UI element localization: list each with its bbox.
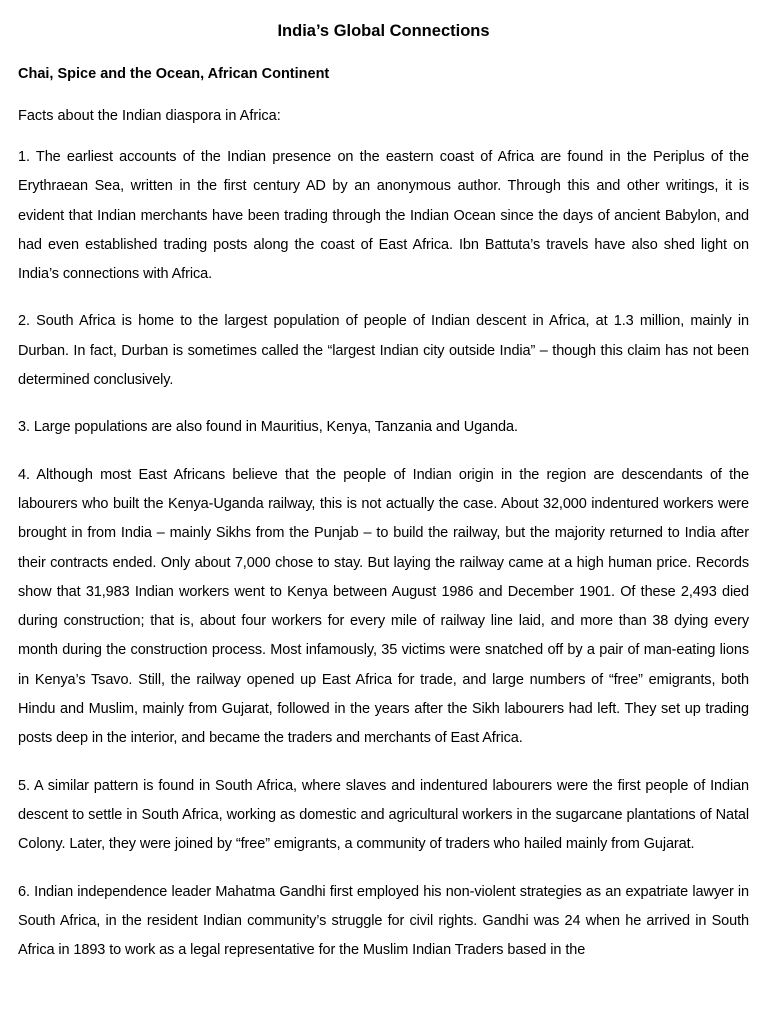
intro-text: Facts about the Indian diaspora in Africa:	[18, 108, 281, 124]
paragraph-1: 1. The earliest accounts of the Indian presence on the eastern coast of Africa are found in the Periplus of the Erythraean Sea, written in the first century AD by an anonymous author. Through this and other writings, it is evident that Indian merchants have been trading through the Indian Ocean since the days of ancient Babylon, and had even established trading posts along the coast of East Africa. Ibn Battuta’s travels have also shed light on India’s connections with Africa.	[18, 149, 749, 283]
paragraph-3: 3. Large populations are also found in Mauritius, Kenya, Tanzania and Uganda.	[18, 419, 518, 436]
paragraph-5: 5. A similar pattern is found in South Africa, where slaves and indentured labourers were the first people of Indian descent to settle in South Africa, working as domestic and agricultural workers in the sugarcane plantations of Natal Colony. Later, they were joined by “free” emigrants, a community of traders who hailed mainly from Gujarat.	[18, 777, 749, 853]
paragraph-2: 2. South Africa is home to the largest population of people of Indian descent in Africa, at 1.3 million, mainly in Durban. In fact, Durban is sometimes called the “largest Indian city outside India” – though this claim has not been determined conclusively.	[18, 313, 749, 389]
document-title: India’s Global Connections	[277, 22, 490, 40]
paragraph-4: 4. Although most East Africans believe that the people of Indian origin in the region are descendants of the labourers who built the Kenya-Uganda railway, this is not actually the case. About 32,000 indentured workers were brought in from India – mainly Sikhs from the Punjab – to build the railway, but the majority returned to India after their contracts ended. Only about 7,000 chose to stay. But laying the railway came at a high human price. Records show that 31,983 Indian workers went to Kenya between August 1986 and December 1901. Of these 2,493 died during construction; that is, about four workers for every mile of railway line laid, and more than 38 dying every month during the construction process. Most infamously, 35 victims were snatched off by a pair of man-eating lions in Kenya’s Tsavo. Still, the railway opened up East Africa for trade, and large numbers of “free” emigrants, both Hindu and Muslim, mainly from Gujarat, followed in the years after the Sikh labourers had left. They set up trading posts deep in the interior, and became the traders and merchants of East Africa.	[18, 466, 749, 747]
paragraph-6: 6. Indian independence leader Mahatma Gandhi first employed his non-violent strategies as an expatriate lawyer in South Africa, in the resident Indian community’s struggle for civil rights. Gandhi was 24 when he arrived in South Africa in 1893 to work as a legal representative for the Muslim Indian Traders based in the	[18, 883, 749, 959]
section-heading: Chai, Spice and the Ocean, African Continent	[18, 66, 330, 82]
